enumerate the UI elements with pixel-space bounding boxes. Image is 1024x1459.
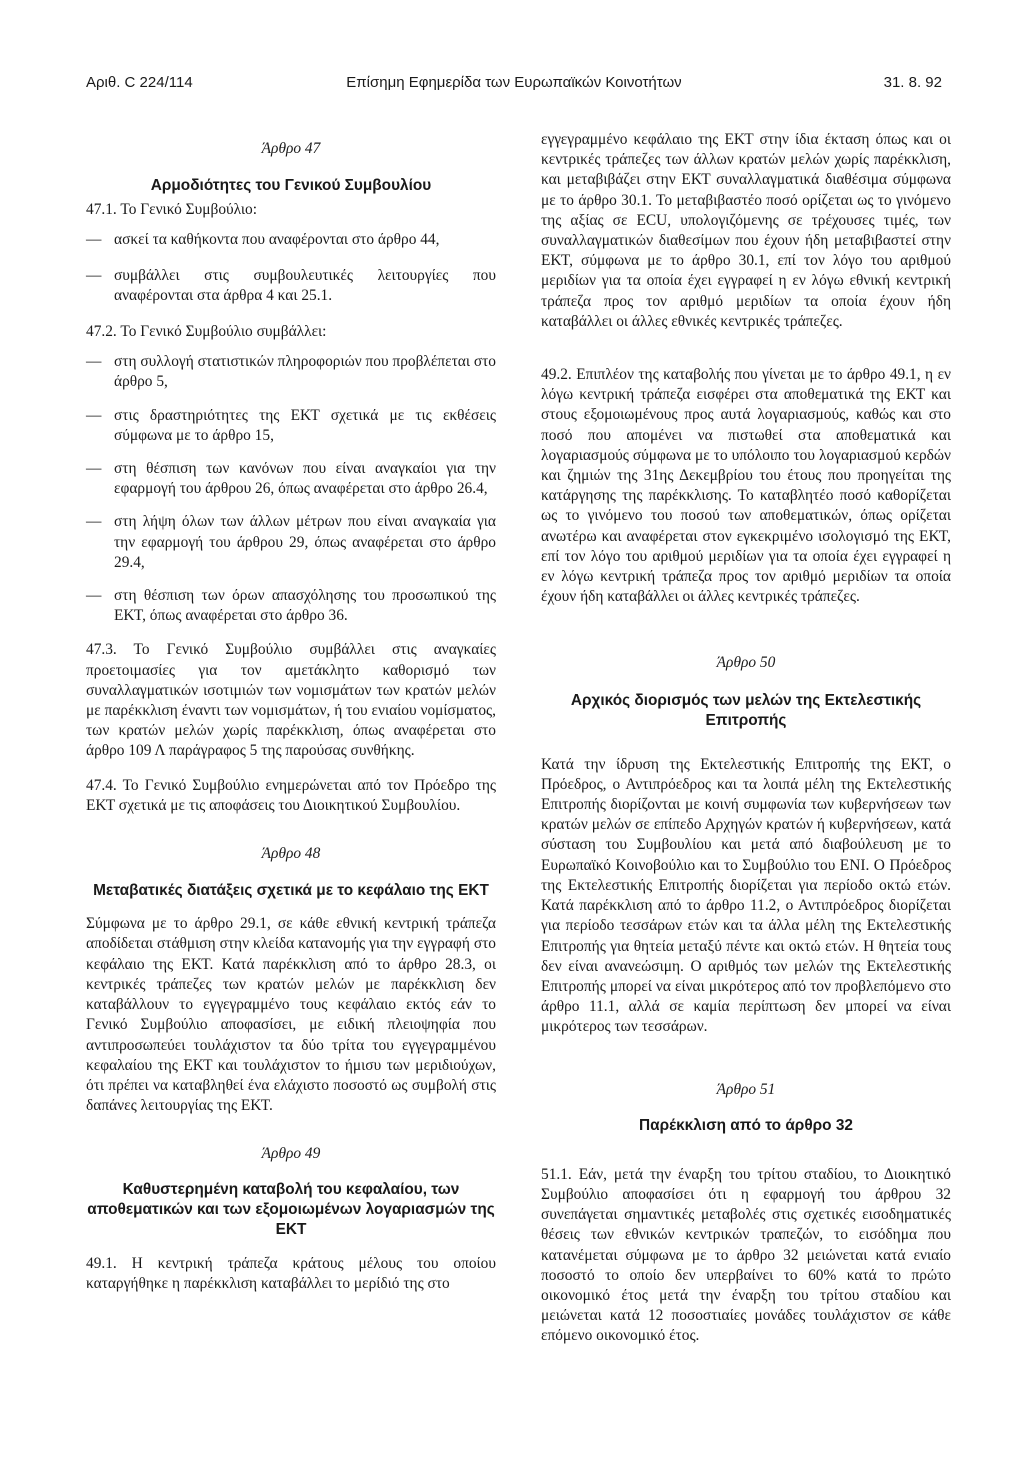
- dash-marker: —: [86, 587, 102, 605]
- journal-issue-number: Αριθ. C 224/114: [86, 74, 193, 91]
- list-item-text: στη θέσπιση των κανόνων που είναι αναγκαίοι για την εφαρμογή του άρθρου 26, όπως αναφέρεται στο άρθρο 26.4,: [114, 460, 496, 498]
- dash-marker: —: [86, 460, 102, 478]
- article-49-2: 49.2. Επιπλέον της καταβολής που γίνεται με το άρθρο 49.1, η εν λόγω κεντρική τράπεζα εισφέρει στα αποθεματικά της ΕΚΤ και στους εξομοιωμένους προς αυτά λογαριασμούς, καθώς και στο ποσό που απομένει να πιστωθεί στα αποθεματικά και λογαριασμούς σύμφωνα με το υπόλοιπο του λογαριασμού κερδών και ζημιών της 31ης Δεκεμβρίου του έτους που προηγείται της κατάργησης της παρέκκλισης. Το καταβλητέο ποσό καθορίζεται ως το γινόμενο του ποσού των αποθεματικών, όπως ορίζεται ανωτέρω και αναφέρεται στον εγκεκριμένο ισολογισμό της ΕΚΤ, επί τον λόγο του αριθμού μεριδίων για τα οποία έχει εγγραφεί η εν λόγω κεντρική τράπεζα προς τον αριθμό μεριδίων τα οποία έχουν ήδη καταβάλλει οι άλλες κεντρικές τράπεζες.: [541, 366, 951, 606]
- article-47-title: Αρμοδιότητες του Γενικού Συμβουλίου: [150, 177, 432, 195]
- publication-date: 31. 8. 92: [883, 74, 942, 91]
- page-header: [86, 74, 942, 94]
- list-item-text: στη λήψη όλων των άλλων μέτρων που είναι αναγκαία για την εφαρμογή του άρθρου 29, όπως αναφέρεται στο άρθρο 29.4,: [114, 513, 496, 571]
- article-48-title: Μεταβατικές διατάξεις σχετικά με το κεφάλαιο της ΕΚΤ: [93, 882, 489, 900]
- article-49-title: Καθυστερημένη καταβολή του κεφαλαίου, των αποθεματικών και των εξομοιωμένων λογαριασμών της ΕΚΤ: [87, 1180, 495, 1238]
- article-47-2: 47.2. Το Γενικό Συμβούλιο συμβάλλει:: [86, 323, 327, 341]
- list-item-text: στις δραστηριότητες της ΕΚΤ σχετικά με τις εκθέσεις σύμφωνα με το άρθρο 15,: [114, 406, 496, 444]
- article-50-body: Κατά την ίδρυση της Εκτελεστικής Επιτροπής της ΕΚΤ, ο Πρόεδρος, ο Αντιπρόεδρος και τα λοιπά μέλη της Εκτελεστικής Επιτροπής διορίζονται με κοινή συμφωνία των κυβερνήσεων των κρατών μελών σε επίπεδο Αρχηγών κρατών ή κυβερνήσεων, κατά σύσταση του Συμβουλίου και μετά από διαβούλευση με το Ευρωπαϊκό Κοινοβούλιο και το Συμβούλιο του ΕΝΙ. Ο Πρόεδρος της Εκτελεστικής Επιτροπής διορίζεται για περίοδο οκτώ ετών. Κατά παρέκκλιση από το άρθρο 11.2, ο Αντιπρόεδρος διορίζεται για περίοδο τεσσάρων ετών και τα άλλα μέλη της Εκτελεστικής Επιτροπής για θητεία μεταξύ πέντε και οκτώ ετών. Η θητεία τους δεν είναι ανανεώσιμη. Ο αριθμός των μελών της Εκτελεστικής Επιτροπής μπορεί να είναι μικρότερος από τον προβλεπόμενο στο άρθρο 11.1, αλλά σε καμία περίπτωση δεν μπορεί να είναι μικρότερος των τεσσάρων.: [541, 755, 951, 1036]
- list-item: [86, 406, 496, 446]
- article-49-1-continued: εγγεγραμμένο κεφάλαιο της ΕΚΤ στην ίδια έκταση όπως και οι κεντρικές τράπεζες των άλλων κρατών μελών χωρίς παρέκκλιση, και μεταβιβάζει στην ΕΚΤ συναλλαγματικά διαθέσιμα σύμφωνα με το άρθρο 30.1. Το μεταβιβαστέο ποσό ορίζεται ως το γινόμενο της αξίας σε ECU, υπολογιζόμενης σε τρέχουσες τιμές, των συναλλαγματικών διαθεσίμων που έχουν ήδη μεταβιβαστεί στην ΕΚΤ, σύμφωνα με το άρθρο 30.1, επί τον λόγο του αριθμού μεριδίων για τα οποία έχει εγγραφεί η εν λόγω εθνική κεντρική τράπεζα προς τον αριθμό μεριδίων τα οποία έχουν ήδη καταβάλλει οι άλλες εθνικές κεντρικές τράπεζες.: [541, 131, 951, 330]
- journal-title: Επίσημη Εφημερίδα των Ευρωπαϊκών Κοινοτήτων: [346, 74, 682, 91]
- list-item: [86, 586, 496, 626]
- dash-marker: —: [86, 353, 102, 371]
- article-48-number: Άρθρο 48: [261, 845, 321, 863]
- list-item-text: ασκεί τα καθήκοντα που αναφέρονται στο άρθρο 44,: [114, 231, 440, 249]
- list-item: [86, 512, 496, 573]
- left-column: [86, 130, 496, 1294]
- list-item: [86, 459, 496, 499]
- dash-marker: —: [86, 231, 102, 249]
- article-50-number: Άρθρο 50: [716, 654, 776, 672]
- dash-marker: —: [86, 513, 102, 531]
- list-item-text: συμβάλλει στις συμβουλευτικές λειτουργίες που αναφέρονται στα άρθρα 4 και 25.1.: [114, 266, 496, 304]
- list-item-text: στη θέσπιση των όρων απασχόλησης του προσωπικού της ΕΚΤ, όπως αναφέρεται στο άρθρο 36.: [114, 587, 496, 625]
- article-47-4: 47.4. Το Γενικό Συμβούλιο ενημερώνεται από τον Πρόεδρο της ΕΚΤ σχετικά με τις αποφάσεις του Διοικητικού Συμβουλίου.: [86, 776, 496, 814]
- list-item: [86, 352, 496, 392]
- list-item-text: στη συλλογή στατιστικών πληροφοριών που προβλέπεται στο άρθρο 5,: [114, 353, 497, 391]
- article-47-3: 47.3. Το Γενικό Συμβούλιο συμβάλλει στις αναγκαίες προετοιμασίες για τον αμετάκλητο καθορισμό των συναλλαγματικών ισοτιμιών των νομισμάτων των κρατών μελών με παρέκκλιση έναντι των νομισμάτων, ή του ενιαίου νομίσματος, των κρατών μελών χωρίς παρέκκλιση, όπως αναφέρεται στο άρθρο 109 Λ παράγραφος 5 της παρούσας συνθήκης.: [86, 641, 496, 760]
- article-48-body: Σύμφωνα με το άρθρο 29.1, σε κάθε εθνική κεντρική τράπεζα αποδίδεται στάθμιση στην κλείδα κατανομής για την εγγραφή στο κεφάλαιο της ΕΚΤ. Κατά παρέκκλιση από το άρθρο 28.3, οι κεντρικές τράπεζες των κρατών μελών με παρέκκλιση δεν καταβάλλουν το εγγεγραμμένο τους κεφάλαιο εκτός εάν το Γενικό Συμβούλιο αποφασίσει, με ειδική πλειοψηφία που αντιπροσωπεύει τουλάχιστον τα δύο τρίτα του εγγεγραμμένου κεφαλαίου της ΕΚΤ και τουλάχιστον το ήμισυ των μεριδιούχων, ότι πρέπει να καταβληθεί ένα ελάχιστο ποσοστό ως συμβολή στις δαπάνες λειτουργίας της ΕΚΤ.: [86, 915, 496, 1115]
- article-51-title: Παρέκκλιση από το άρθρο 32: [639, 1116, 853, 1134]
- right-column: [541, 130, 951, 1347]
- article-49-1: 49.1. Η κεντρική τράπεζα κράτους μέλους του οποίου καταργήθηκε η παρέκκλιση καταβάλλει το μερίδιό της στο: [86, 1254, 496, 1292]
- article-51-1: 51.1. Εάν, μετά την έναρξη του τρίτου σταδίου, το Διοικητικό Συμβούλιο αποφασίσει ότι η εφαρμογή του άρθρου 32 συνεπάγεται σημαντικές μεταβολές στις σχετικές εισοδηματικές θέσεις των εθνικών κεντρικών τραπεζών, το εισόδημα που κατανέμεται σύμφωνα με το άρθρο 32 μειώνεται κατά ενιαίο ποσοστό το οποίο δεν υπερβαίνει το 60% κατά το πρώτο οικονομικό έτος μετά την έναρξη του τρίτου σταδίου και μειώνεται κατά 12 ποσοστιαίες μονάδες τουλάχιστον σε κάθε επόμενο οικονομικό έτος.: [541, 1165, 951, 1345]
- list-item: [86, 230, 496, 250]
- article-47-number: Άρθρο 47: [261, 140, 321, 157]
- dash-marker: —: [86, 406, 102, 424]
- article-47-1: 47.1. Το Γενικό Συμβούλιο:: [86, 201, 258, 219]
- article-50-title: Αρχικός διορισμός των μελών της Εκτελεστικής Επιτροπής: [570, 691, 922, 729]
- article-51-number: Άρθρο 51: [716, 1080, 776, 1098]
- list-item: [86, 266, 496, 306]
- dash-marker: —: [86, 266, 102, 284]
- article-49-number: Άρθρο 49: [261, 1145, 321, 1163]
